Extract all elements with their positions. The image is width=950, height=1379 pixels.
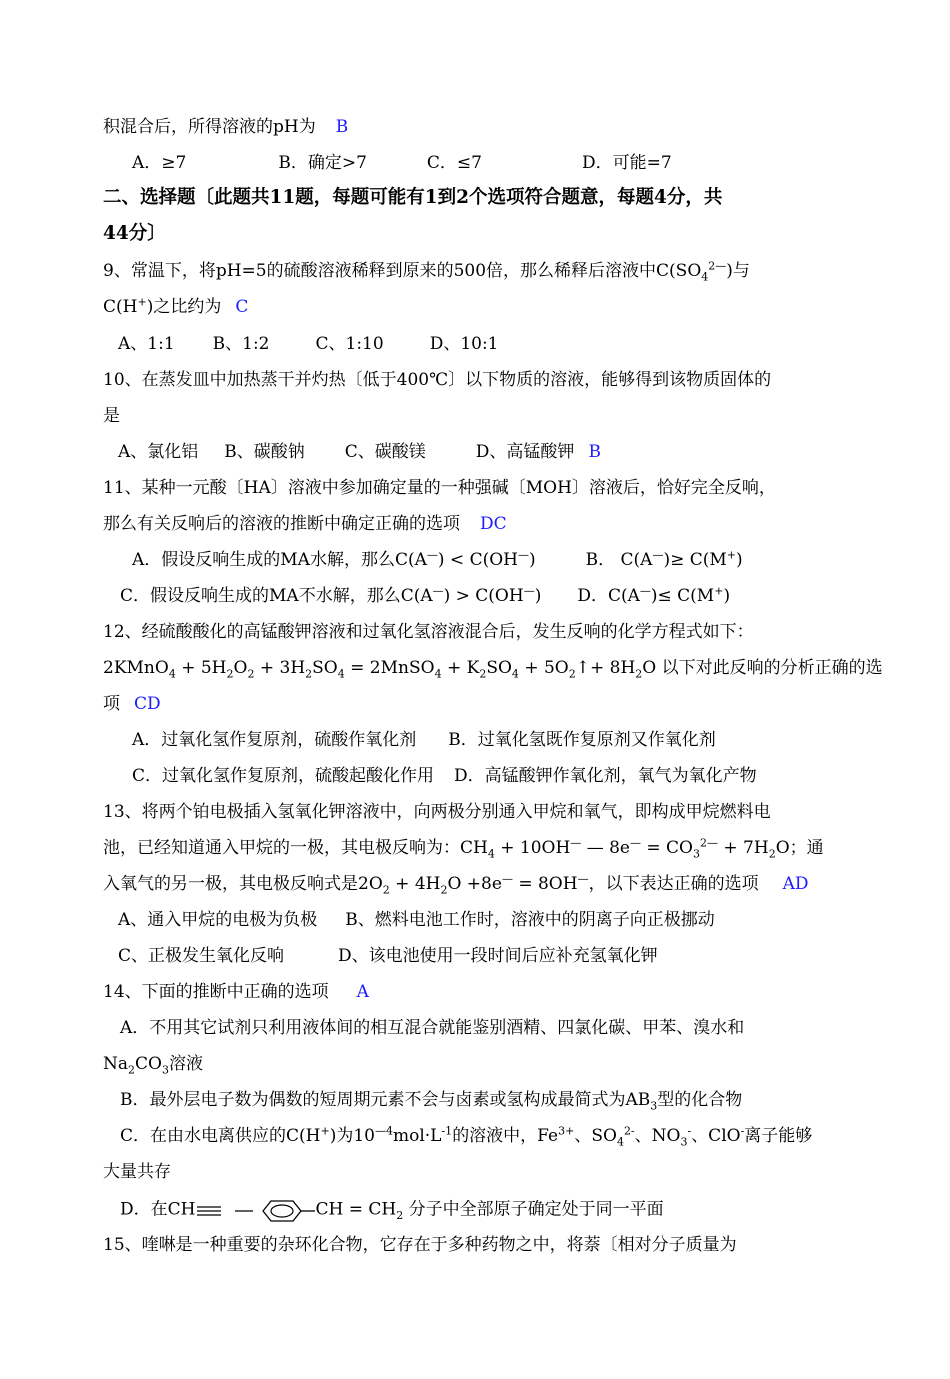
q11-sup: — — [432, 584, 444, 598]
q13-options-cd — [118, 945, 658, 967]
q13-option-c: C、正极发生氧化反响 — [118, 946, 285, 966]
q11-sup: + — [726, 548, 736, 562]
q14-d-sub: 2 — [396, 1208, 404, 1222]
q10-options — [118, 441, 601, 463]
q14-sup: + — [320, 1124, 330, 1138]
q13-options-ab — [118, 909, 715, 931]
q14-stem — [103, 981, 369, 1003]
q13-text2b: ；通 — [789, 838, 824, 858]
q8-continuation-line — [103, 116, 348, 138]
q11-sup: + — [714, 584, 724, 598]
q11-option-c2: ) > C(OH — [443, 586, 524, 606]
q13-cathode-equation: $2O_2 + 4H_2O +8e^— = 8OH^—$ — [358, 872, 589, 897]
q11-option-b: B． C(A — [585, 550, 653, 570]
q12-stem: 12、经硫酸酸化的高锰酸钾溶液和过氧化氢溶液混合后，发生反响的化学方程式如下： — [103, 622, 754, 642]
q11-option-a3: ) — [528, 550, 536, 570]
q13-anode-equation: $CH_4 + 10OH^—$ — $8e^— = CO_3^{2—} + 7H_2O$ — [460, 836, 790, 861]
q11-option-a: A．假设反响生成的MA水解，那么C(A — [132, 550, 427, 570]
q9-option-c: C、1:10 — [315, 334, 384, 354]
q14-option-b-sub: 3 — [650, 1099, 658, 1113]
q14-text: 14、下面的推断中正确的选项 — [103, 982, 329, 1002]
q13-text3a: 入氧气的另一极，其电极反响式是 — [103, 874, 358, 894]
q9-option-a: A、1:1 — [118, 334, 175, 354]
q13-option-a: A、通入甲烷的电极为负极 — [118, 910, 318, 930]
q12-option-c: C．过氧化氢作复原剂，硫酸起酸化作用 — [132, 766, 435, 786]
q8-option-b: B．确定>7 — [278, 153, 367, 173]
q14-option-b — [120, 1089, 742, 1111]
q13-option-d: D、该电池使用一段时间后应补充氢氧化钾 — [338, 946, 658, 966]
q11-sup: — — [652, 548, 664, 562]
q9-option-d: D、10:1 — [429, 334, 499, 354]
q13-answer: AD — [782, 874, 809, 894]
q10-stem: 10、在蒸发皿中加热蒸干并灼热〔低于400℃〕以下物质的溶液，能够得到该物质固体的 — [103, 370, 772, 390]
q9-answer: C — [235, 297, 249, 317]
q14-d3: 分子中全部原子确定处于同一平面 — [408, 1199, 664, 1220]
q12-stem-line3 — [103, 693, 161, 715]
q14-sup: 2- — [623, 1124, 635, 1138]
q14-c5: 、SO — [574, 1126, 617, 1146]
q11-option-c3: ) — [534, 586, 542, 606]
q14-sub: 4 — [616, 1135, 624, 1149]
q10-option-a: A、氯化铝 — [118, 442, 199, 462]
q9-sub: 4 — [701, 270, 709, 284]
q14-sup: —4 — [374, 1124, 393, 1138]
q14-sup: 3+ — [558, 1124, 575, 1138]
q14-c6: 、NO — [634, 1126, 681, 1146]
q8-answer: B — [335, 117, 349, 137]
q12-option-b: B．过氧化氢既作复原剂又作氧化剂 — [448, 730, 716, 750]
q11-answer: DC — [480, 514, 507, 534]
q11-option-b3: ) — [736, 550, 743, 570]
q14-option-b-text: B．最外层电子数为偶数的短周期元素不会与卤素或氢构成最简式为AB — [120, 1090, 651, 1110]
q12-option-a: A．过氧化氢作复原剂，硫酸作氧化剂 — [132, 730, 417, 750]
q11-sup: — — [517, 548, 529, 562]
q9-options — [118, 333, 499, 355]
q10-answer: B — [588, 442, 601, 462]
q13-text3b: ，以下表达正确的选项 — [588, 874, 759, 894]
q9-stem — [103, 260, 750, 282]
q11-sup: — — [639, 584, 651, 598]
q13-text2a: 池，已经知道通入甲烷的一极，其电极反响为： — [103, 838, 460, 858]
q8-option-c: C．≤7 — [426, 153, 482, 173]
q9-text2a: C(H — [103, 297, 138, 317]
q14-option-a2: 溶液 — [168, 1054, 203, 1074]
q14-c8: 离子能够 — [744, 1126, 813, 1146]
q14-c1: C．在由水电离供应的C(H — [120, 1126, 321, 1146]
q12-equation-line — [103, 657, 883, 679]
q11-option-c: C．假设反响生成的MA不水解，那么C(A — [120, 586, 433, 606]
q10-stem-line2: 是 — [103, 406, 120, 426]
q11-option-a2: ) < C(OH — [437, 550, 518, 570]
q9-sup: 2— — [708, 259, 727, 273]
q12-option-d: D．高锰酸钾作氧化剂，氧气为氧化产物 — [454, 766, 757, 786]
q9-sup2: + — [137, 295, 147, 309]
section-heading-line2: 44分〕 — [103, 223, 166, 244]
q12-options-ab — [132, 729, 716, 751]
q10-option-b: B、碳酸钠 — [224, 442, 305, 462]
q14-sup: -1 — [441, 1124, 453, 1138]
q11-option-d2: )≤ C(M — [650, 586, 715, 606]
q11-option-b2: )≥ C(M — [663, 550, 727, 570]
q11-text2: 那么有关反响后的溶液的推断中确定正确的选项 — [103, 514, 460, 534]
q11-option-d3: ) — [723, 586, 731, 606]
phenylacetylene-structure-icon — [195, 1197, 315, 1223]
q14-answer: A — [356, 982, 369, 1002]
q14-d1: D．在CH — [120, 1199, 196, 1220]
q11-stem-line2 — [103, 513, 507, 535]
q8-option-a: A．≥7 — [132, 153, 187, 173]
q14-option-c-line2: 大量共存 — [103, 1162, 171, 1182]
q13-stem-line3 — [103, 873, 809, 895]
q9-text: 9、常温下，将pH=5的硫酸溶液稀释到原来的500倍，那么稀释后溶液中C(SO — [103, 261, 702, 281]
section-heading: 二、选择题〔此题共11题，每题可能有1到2个选项符合题意，每题4分，共 — [103, 187, 723, 208]
q14-option-d — [120, 1197, 664, 1223]
q9-option-b: B、1:2 — [212, 334, 270, 354]
q14-c4: 的溶液中，Fe — [452, 1126, 559, 1146]
q14-option-c — [120, 1125, 812, 1147]
q13-stem-line2 — [103, 837, 824, 859]
q11-options-cd — [120, 585, 730, 607]
q10-option-c: C、碳酸镁 — [344, 442, 426, 462]
q11-options-ab — [132, 549, 743, 571]
q11-option-d: D．C(A — [577, 586, 640, 606]
q11-stem: 11、某种一元酸〔HA〕溶液中参加确定量的一种强碱〔MOH〕溶液后，恰好完全反响， — [103, 478, 776, 498]
q13-option-b: B、燃料电池工作时，溶液中的阴离子向正极挪动 — [345, 910, 715, 930]
q12-text3: 项 — [103, 694, 120, 714]
q12-equation: 2KMnO$_4$ + $5H_2O_2 + 3H_2SO_4$ = 2MnSO$_4$ + $K_2SO_4$ + $5O_2↑+ 8H_2O$ — [103, 658, 657, 681]
q12-answer: CD — [134, 694, 161, 714]
q14-option-a-line2 — [103, 1053, 203, 1075]
q8-options — [132, 152, 672, 174]
q12-text2: 以下对此反响的分析正确的选 — [661, 658, 883, 678]
q11-sup: — — [426, 548, 438, 562]
q10-option-d: D、高锰酸钾 — [475, 442, 575, 462]
q14-na2co3: $Na_2CO_3$ — [103, 1054, 169, 1077]
q9-stem-line2 — [103, 296, 248, 318]
q15-stem: 15、喹啉是一种重要的杂环化合物，它存在于多种药物之中，将萘〔相对分子质量为 — [103, 1235, 737, 1255]
q14-d2: CH = CH — [315, 1199, 397, 1220]
q9-text2b: )之比约为 — [146, 297, 222, 317]
q14-c7: 、ClO — [691, 1126, 741, 1146]
q8-text: 积混合后，所得溶液的pH为 — [103, 117, 316, 137]
q14-c2: )为10 — [329, 1126, 375, 1146]
q9-text-end: )与 — [726, 261, 750, 281]
q14-option-b-end: 型的化合物 — [657, 1090, 743, 1110]
q13-stem: 13、将两个铂电极插入氢氧化钾溶液中，向两极分别通入甲烷和氧气，即构成甲烷燃料电 — [103, 802, 771, 822]
q12-options-cd — [132, 765, 757, 787]
q14-option-a: A．不用其它试剂只利用液体间的相互混合就能鉴别酒精、四氯化碳、甲苯、溴水和 — [120, 1018, 745, 1038]
q14-sup: - — [687, 1124, 692, 1138]
q11-sup: — — [523, 584, 535, 598]
q14-sup: - — [740, 1124, 745, 1138]
q8-option-d: D．可能=7 — [581, 153, 672, 173]
q14-sub: 3 — [680, 1135, 688, 1149]
q14-c3: mol·L — [392, 1126, 442, 1146]
